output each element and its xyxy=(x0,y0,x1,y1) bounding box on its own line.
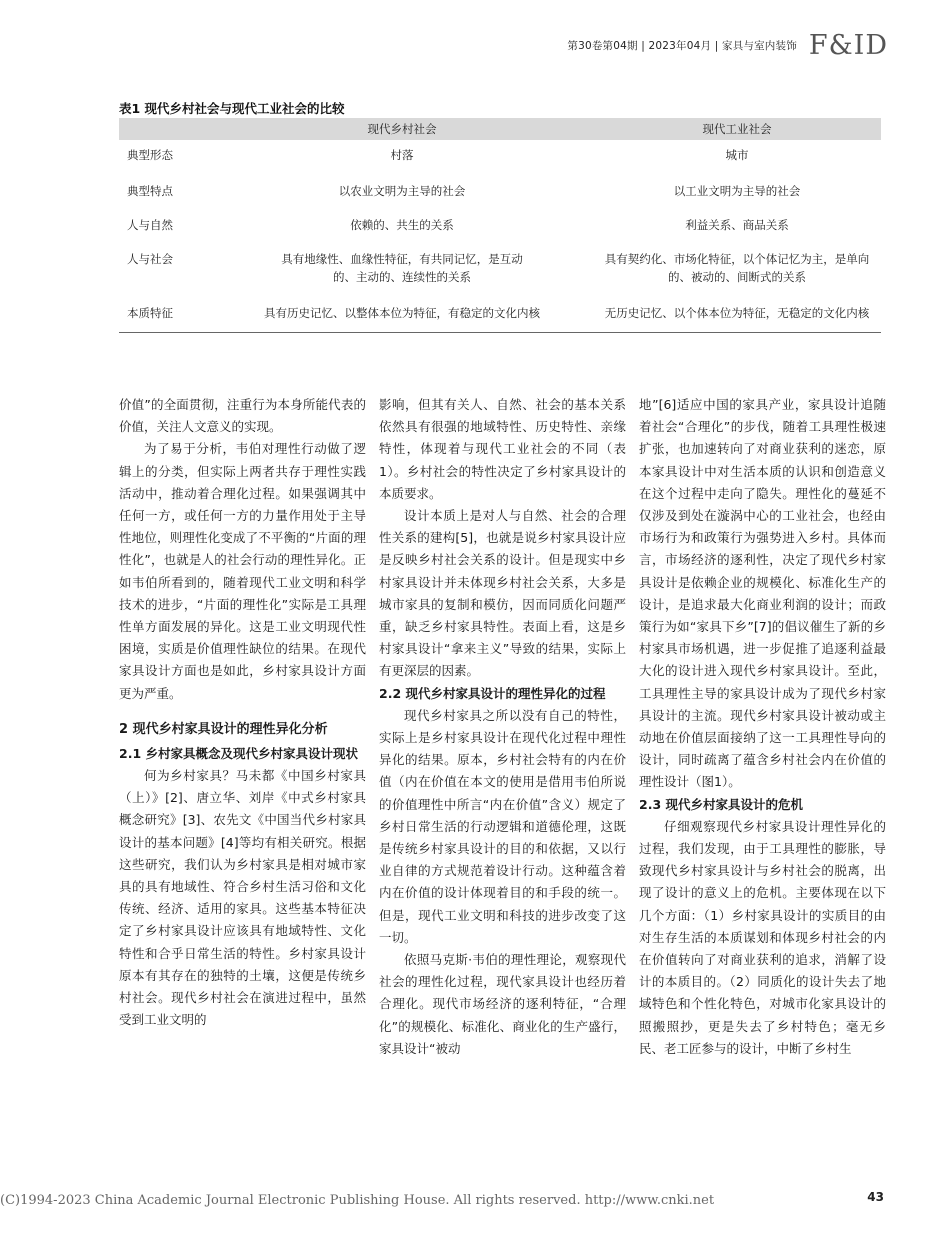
section-heading: 2 现代乡村家具设计的理性异化分析 xyxy=(119,721,328,737)
cell-rural: 具有历史记忆、以整体本位为特征，有稳定的文化内核 xyxy=(264,306,540,320)
paragraph: 为了易于分析，韦伯对理性行动做了逻辑上的分类，但实际上两者共存于理性实践活动中，推动着合理化过程。如果强调其中任何一方，或任何一方的力量作用处于主导性地位，则理性化变成了不平衡的“片面的理性化”，也就是人的社会行动的理性异化。正如韦伯所看到的，随着现代工业文明和科学技术的进步，“片面的理性化”实际是工具理性单方面发展的异化。这是工业文明现代性困境，实质是价值理性缺位的结果。在现代家具设计方面也是如此，乡村家具设计方面更为严重。 xyxy=(119,441,366,701)
table-header-industrial: 现代工业社会 xyxy=(593,118,881,140)
row-label: 本质特征 xyxy=(127,306,173,320)
paragraph: 仔细观察现代乡村家具设计理性异化的过程，我们发现，由于工具理性的膨胀，导致现代乡村家具设计与乡村社会的脱离，出现了设计的意义上的危机。主要体现在以下几个方面：（1）乡村家具设计的实质目的由对生存生活的本质谋划和体现乡村社会的内在价值转向了对商业获利的追求，消解了设计的本质目的。（2）同质化的设计失去了地域特色和个性化特色，对城市化家具设计的照搬照抄，更是失去了乡村特色；毫无乡民、老工匠参与的设计，中断了乡村生 xyxy=(639,818,886,1056)
body-column-2 xyxy=(379,394,626,1060)
table-header-rural: 现代乡村社会 xyxy=(211,118,593,140)
table-row xyxy=(119,292,881,333)
subsection-heading: 2.3 现代乡村家具设计的危机 xyxy=(639,796,803,812)
page-number: 43 xyxy=(867,1190,884,1204)
cell-industrial: 利益关系、商品关系 xyxy=(685,218,789,232)
copyright-footer: (C)1994-2023 China Academic Journal Electronic Publishing House. All rights reserved. http://www.cnki.net xyxy=(0,1193,715,1208)
table-row xyxy=(119,140,881,170)
paragraph: 现代乡村家具之所以没有自己的特性，实际上是乡村家具设计在现代化过程中理性异化的结果。原本，乡村社会特有的内在价值（内在价值在本文的使用是借用韦伯所说的价值理性中所言“内在价值”含义）规定了乡村日常生活的行动逻辑和道德伦理，这既是传统乡村家具设计的目的和依据，又以行业自律的方式规范着设计行动。这种蕴含着内在价值的设计体现着目的和手段的统一。但是，现代工业文明和科技的进步改变了这一切。 xyxy=(379,707,626,945)
table-header-empty xyxy=(119,118,211,140)
table-header-row xyxy=(119,118,881,140)
paragraph: 影响，但其有关人、自然、社会的基本关系依然具有很强的地域特性、历史特性、亲缘特性，体现着与现代工业社会的不同（表1）。乡村社会的特性决定了乡村家具设计的本质要求。 xyxy=(379,397,626,501)
table-row xyxy=(119,240,881,292)
paragraph: 设计本质上是对人与自然、社会的合理性关系的建构[5]，也就是说乡村家具设计应是反映乡村社会关系的设计。但是现实中乡村家具设计并未体现乡村社会关系，大多是城市家具的复制和模仿，因而同质化问题严重，缺乏乡村家具特性。表面上看，这是乡村家具设计“拿来主义”导致的结果，实际上有更深层的因素。 xyxy=(379,508,626,679)
cell-rural: 以农业文明为主导的社会 xyxy=(338,184,466,198)
table-title: 表1 现代乡村社会与现代工业社会的比较 xyxy=(119,101,345,116)
cell-industrial: 具有契约化、市场化特征，以个体记忆为主，是单向的、被动的、间断式的关系 xyxy=(604,252,870,284)
body-column-1 xyxy=(119,394,366,1031)
table-row xyxy=(119,206,881,240)
journal-header xyxy=(567,28,888,62)
cell-rural: 村落 xyxy=(390,148,414,162)
cell-industrial: 以工业文明为主导的社会 xyxy=(673,184,801,198)
row-label: 人与自然 xyxy=(127,218,173,232)
journal-meta: 第30卷第04期 | 2023年04月 | 家具与室内装饰 xyxy=(567,39,797,52)
row-label: 典型形态 xyxy=(127,148,173,162)
paragraph: 价值”的全面贯彻，注重行为本身所能代表的价值，关注人文意义的实现。 xyxy=(119,397,366,435)
table-row xyxy=(119,170,881,206)
paragraph: 依照马克斯·韦伯的理性理论，观察现代社会的理性化过程，现代家具设计也经历着合理化。现代市场经济的逐利特征，“合理化”的规模化、标准化、商业化的生产盛行，家具设计“被动 xyxy=(379,952,626,1056)
body-column-3 xyxy=(639,394,886,1060)
cell-rural: 具有地缘性、血缘性特征，有共同记忆，是互动的、主动的、连续性的关系 xyxy=(281,252,523,284)
row-label: 人与社会 xyxy=(127,252,173,266)
cell-rural: 依赖的、共生的关系 xyxy=(350,218,454,232)
paragraph: 地”[6]适应中国的家具产业，家具设计追随着社会“合理化”的步伐，随着工具理性极速扩张，也加速转向了对商业获利的迷恋，原本家具设计中对生活本质的认识和创造意义在这个过程中走向了隐失。理性化的蔓延不仅涉及到处在漩涡中心的工业社会，也经由市场行为和政策行为强势进入乡村。具体而言，市场经济的逐利性，决定了现代乡村家具设计是依赖企业的规模化、标准化生产的设计，是追求最大化商业利润的设计；而政策行为如“家具下乡”[7]的倡议催生了新的乡村家具市场机遇，进一步促推了追逐利益最大化的设计进入现代乡村家具设计。至此，工具理性主导的家具设计成为了现代乡村家具设计的主流。现代乡村家具设计被动或主动地在价值层面接纳了这一工具理性导向的设计，同时疏离了蕴含乡村社会内在价值的理性设计（图1）。 xyxy=(639,397,886,790)
subsection-heading: 2.2 现代乡村家具设计的理性异化的过程 xyxy=(379,685,606,701)
journal-logo: F&ID xyxy=(808,29,888,61)
cell-industrial: 城市 xyxy=(725,148,749,162)
subsection-heading: 2.1 乡村家具概念及现代乡村家具设计现状 xyxy=(119,745,358,761)
cell-industrial: 无历史记忆、以个体本位为特征，无稳定的文化内核 xyxy=(604,306,870,320)
comparison-table xyxy=(119,118,881,333)
row-label: 典型特点 xyxy=(127,184,173,198)
paragraph: 何为乡村家具？马未都《中国乡村家具（上）》[2]、唐立华、刘岸《中式乡村家具概念研究》[3]、农先文《中国当代乡村家具设计的基本问题》[4]等均有相关研究。根据这些研究，我们认为乡村家具是相对城市家具的具有地域性、符合乡村生活习俗和文化传统、经济、适用的家具。这些基本特征决定了乡村家具设计应该具有地域特性、文化特性和合乎日常生活的特性。乡村家具设计原本有其存在的独特的土壤，这便是传统乡村社会。现代乡村社会在演进过程中，虽然受到工业文明的 xyxy=(119,768,366,1028)
